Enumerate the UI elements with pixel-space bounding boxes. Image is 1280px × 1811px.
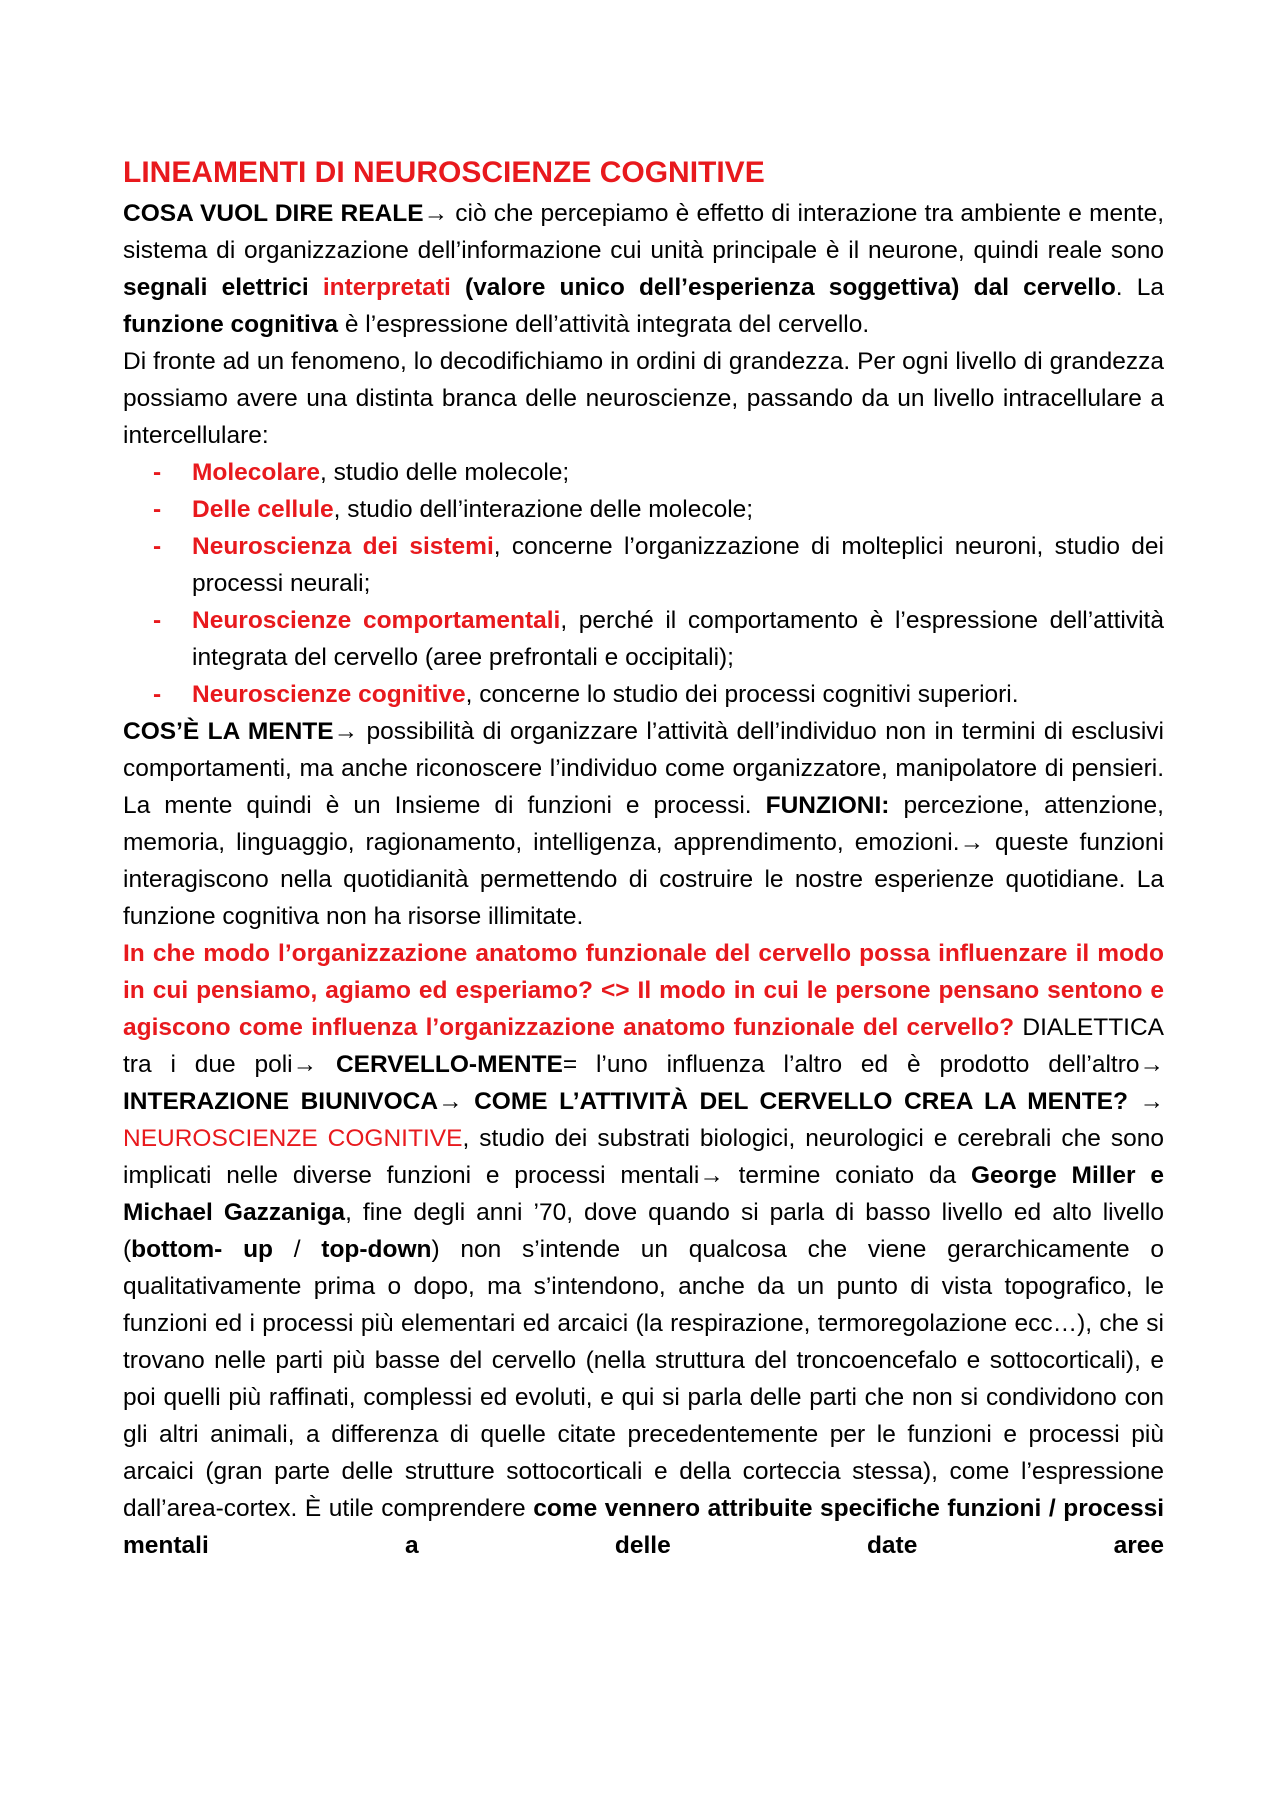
page-title: LINEAMENTI DI NEUROSCIENZE COGNITIVE	[123, 156, 765, 189]
text: percezione, attenzione, memoria, linguaggio, ragionamento, intelligenza, apprendimento, emozioni.	[123, 792, 1164, 856]
document-page	[123, 153, 1164, 1564]
arrow-icon: →	[292, 1051, 318, 1078]
text: , fine degli anni ’70, dove quando si parla di basso livello ed alto livello (	[123, 1199, 1164, 1263]
bold-text: funzione cognitiva	[123, 311, 339, 338]
dash-bullet: -	[153, 533, 162, 560]
text: è l’espressione dell’attività integrata del cervello.	[338, 311, 870, 338]
arrow-icon: →	[423, 200, 449, 227]
text: /	[273, 1236, 322, 1263]
red-question: In che modo l’organizzazione anatomo funzionale del cervello possa influenzare il modo in cui pensiamo, agiamo ed esperiamo? <> Il modo in cui le persone pensano sentono e agiscono come influenza l’organizzazione anatomo funzionale del cervello?	[123, 940, 1164, 1041]
list-term: Neuroscienze comportamentali	[192, 607, 561, 634]
list-item	[123, 454, 1164, 491]
text: ) non s’intende un qualcosa che viene gerarchicamente o qualitativamente prima o dopo, ma s’intendono, anche da un punto di vista topografico, le funzioni ed i processi più elementari ed arcaici (la respirazione, termoregolazione ecc…), che si trovano nelle parti più basse del cervello (nella struttura del troncoencefalo e sottocorticali), e poi quelli più raffinati, complessi ed evoluti, e qui si parla delle parti che non si condividono con gli altri animali, a differenza di quelle citate precedentemente per le funzioni e processi più arcaici (gran parte delle strutture sottocorticali e della corteccia stessa), come l’espressione dall’area-cortex. È utile comprendere	[123, 1236, 1164, 1522]
list-term: Molecolare	[192, 459, 320, 486]
list-text: , perché il comportamento è l’espressione dell’attività integrata del cervello (aree prefrontali e occipitali);	[192, 607, 1164, 671]
list-term: Neuroscienza dei sistemi	[192, 533, 494, 560]
text: . La	[1115, 274, 1164, 301]
arrow-icon: →	[333, 718, 359, 745]
paragraph-mente	[123, 713, 1164, 935]
list-item	[123, 676, 1164, 713]
arrow-icon: →	[959, 829, 985, 856]
list-item	[123, 491, 1164, 528]
list-text: , concerne lo studio dei processi cognitivi superiori.	[465, 681, 1019, 708]
bold-text: come vennero attribuite specifiche funzioni / processi mentali a delle date aree	[123, 1495, 1164, 1559]
dash-bullet: -	[153, 496, 162, 523]
list-item	[123, 602, 1164, 676]
text: ciò che percepiamo è effetto di interazione tra ambiente e mente, sistema di organizzazione dell’informazione cui unità principale è il neurone, quindi reale sono	[123, 200, 1164, 264]
bold-text: bottom- up	[131, 1236, 273, 1263]
list-term: Delle cellule	[192, 496, 334, 523]
list-term: Neuroscienze cognitive	[192, 681, 466, 708]
arrow-icon: →	[438, 1088, 463, 1115]
dash-bullet: -	[153, 459, 162, 486]
arrow-icon: →	[699, 1162, 724, 1189]
arrow-icon: →	[1139, 1088, 1165, 1115]
list-item	[123, 528, 1164, 602]
red-text: NEUROSCIENZE COGNITIVE	[123, 1125, 463, 1152]
text: , studio dei substrati biologici, neurologici e cerebrali che sono implicati nelle diverse funzioni e processi mentali	[123, 1125, 1164, 1189]
list-text: , concerne l’organizzazione di molteplici neuroni, studio dei processi neurali;	[192, 533, 1164, 597]
bold-text: CERVELLO-MENTE	[317, 1051, 563, 1078]
red-bold-text: interpretati	[322, 274, 451, 301]
bullet-list	[123, 454, 1164, 713]
list-text: , studio dell’interazione delle molecole;	[333, 496, 754, 523]
term-funzioni: FUNZIONI:	[765, 792, 890, 819]
bold-text: (valore unico dell’esperienza soggettiva) dal cervello	[450, 274, 1116, 301]
text: possibilità di organizzare l’attività dell’individuo non in termini di esclusivi comportamenti, ma anche riconoscere l’individuo come organizzatore, manipolatore di pensieri. La mente quindi è un Insieme di funzioni e processi.	[123, 718, 1164, 819]
paragraph-grandezza: Di fronte ad un fenomeno, lo decodifichiamo in ordini di grandezza. Per ogni livello di grandezza possiamo avere una distinta branca delle neuroscienze, passando da un livello intracellulare a intercellulare:	[123, 348, 1164, 449]
text: termine coniato da	[723, 1162, 971, 1189]
dash-bullet: -	[153, 607, 162, 634]
bold-text: INTERAZIONE BIUNIVOCA	[123, 1088, 439, 1115]
term-mente: COS’È LA MENTE	[123, 718, 334, 745]
paragraph-neuroscienze	[123, 935, 1164, 1564]
bold-text: segnali elettrici	[123, 274, 323, 301]
arrow-icon: →	[1139, 1051, 1164, 1078]
text: queste funzioni interagiscono nella quotidianità permettendo di costruire le nostre esperienze quotidiane. La funzione cognitiva non ha risorse illimitate.	[123, 829, 1164, 930]
term-reale: COSA VUOL DIRE REALE	[123, 200, 424, 227]
text: = l’uno influenza l’altro ed è prodotto dell’altro	[562, 1051, 1140, 1078]
paragraph-reale	[123, 195, 1164, 343]
bold-text: top-down	[321, 1236, 432, 1263]
text: DIALETTICA tra i due poli	[123, 1014, 1165, 1078]
bold-text: George Miller e Michael Gazzaniga	[123, 1162, 1164, 1226]
bold-text: COME L’ATTIVITÀ DEL CERVELLO CREA LA MENTE?	[462, 1088, 1140, 1115]
dash-bullet: -	[153, 681, 162, 708]
list-text: , studio delle molecole;	[320, 459, 570, 486]
